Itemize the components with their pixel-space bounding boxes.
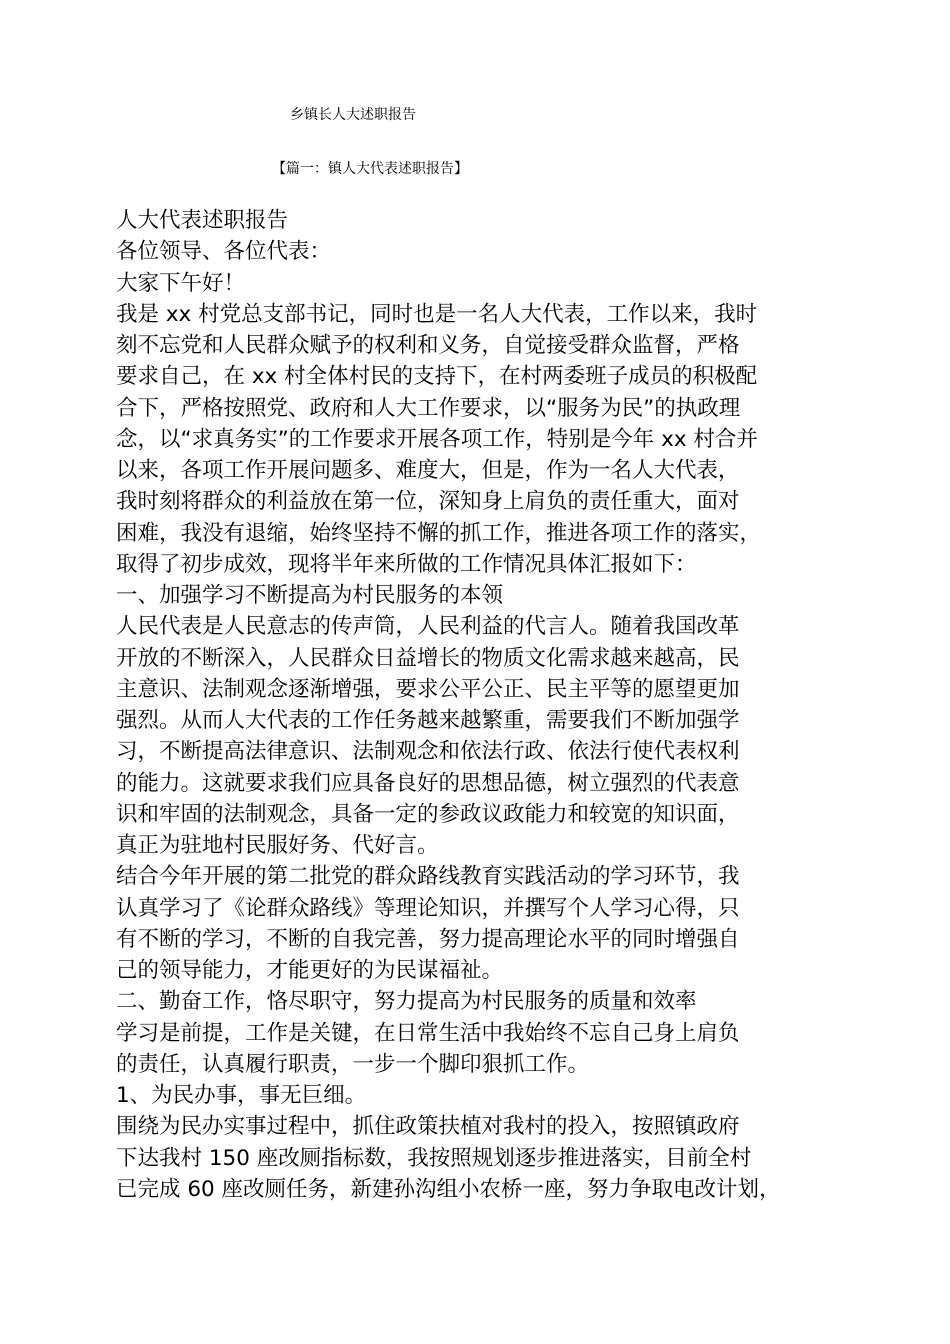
body-line: 开放的不断深入，人民群众日益增长的物质文化需求越来越高，民 <box>116 645 740 671</box>
body-line: 以来，各项工作开展问题多、难度大，但是，作为一名人大代表， <box>116 458 740 483</box>
body-line: 己的领导能力，才能更好的为民谋福祉。 <box>116 958 504 983</box>
body-line: 取得了初步成效，现将半年来所做的工作情况具体汇报如下： <box>116 551 697 577</box>
body-line: 围绕为民办实事过程中，抓住政策扶植对我村的投入，按照镇政府 <box>116 1114 740 1140</box>
body-line: 人民代表是人民意志的传声筒，人民利益的代言人。随着我国改革 <box>116 614 740 640</box>
body-line: 真正为驻地村民服好务、代好言。 <box>116 833 439 858</box>
body-line: 刻不忘党和人民群众赋予的权利和义务，自觉接受群众监督，严格 <box>116 333 740 358</box>
body-line: 二、勤奋工作，恪尽职守，努力提高为村民服务的质量和效率 <box>116 989 697 1015</box>
body-line: 要求自己，在 xx 村全体村民的支持下，在村两委班子成员的积极配 <box>116 364 758 390</box>
body-line: 强烈。从而人大代表的工作任务越来越繁重，需要我们不断加强学 <box>116 708 740 733</box>
body-line: 一、加强学习不断提高为村民服务的本领 <box>116 583 504 608</box>
body-line: 下达我村 150 座改厕指标数，我按照规划逐步推进落实，目前全村 <box>116 1145 752 1171</box>
body-line: 已完成 60 座改厕任务，新建孙沟组小农桥一座，努力争取电改计划， <box>116 1176 781 1202</box>
body-line: 各位领导、各位代表： <box>116 239 332 265</box>
report-body <box>116 205 846 1205</box>
body-line: 困难，我没有退缩，始终坚持不懈的抓工作，推进各项工作的落实， <box>116 520 762 546</box>
body-line: 人大代表述职报告 <box>116 208 289 233</box>
body-line: 学习是前提，工作是关键，在日常生活中我始终不忘自己身上肩负 <box>116 1020 740 1046</box>
body-line: 1、为民办事，事无巨细。 <box>116 1083 367 1108</box>
document-subtitle: 【篇一：镇人大代表述职报告】 <box>272 161 468 177</box>
body-line: 合下，严格按照党、政府和人大工作要求，以“服务为民”的执政理 <box>116 395 741 421</box>
body-line: 我时刻将群众的利益放在第一位，深知身上肩负的责任重大，面对 <box>116 489 740 515</box>
body-line: 我是 xx 村党总支部书记，同时也是一名人大代表，工作以来，我时 <box>116 301 758 327</box>
body-line: 识和牢固的法制观念，具备一定的参政议政能力和较宽的知识面， <box>116 801 740 827</box>
body-line: 主意识、法制观念逐渐增强，要求公平公正、民主平等的愿望更加 <box>116 676 740 702</box>
body-line: 大家下午好！ <box>116 270 246 296</box>
body-line: 认真学习了《论群众路线》等理论知识，并撰写个人学习心得，只 <box>116 895 740 921</box>
body-line: 的责任，认真履行职责，一步一个脚印狠抓工作。 <box>116 1051 590 1077</box>
body-line: 结合今年开展的第二批党的群众路线教育实践活动的学习环节，我 <box>116 864 740 890</box>
body-line: 念，以“求真务实”的工作要求开展各项工作，特别是今年 xx 村合并 <box>116 426 758 452</box>
body-line: 有不断的学习，不断的自我完善，努力提高理论水平的同时增强自 <box>116 926 740 952</box>
body-line: 的能力。这就要求我们应具备良好的思想品德，树立强烈的代表意 <box>116 770 740 796</box>
document-title: 乡镇长人大述职报告 <box>290 107 416 123</box>
body-line: 习，不断提高法律意识、法制观念和依法行政、依法行使代表权利 <box>116 739 740 765</box>
